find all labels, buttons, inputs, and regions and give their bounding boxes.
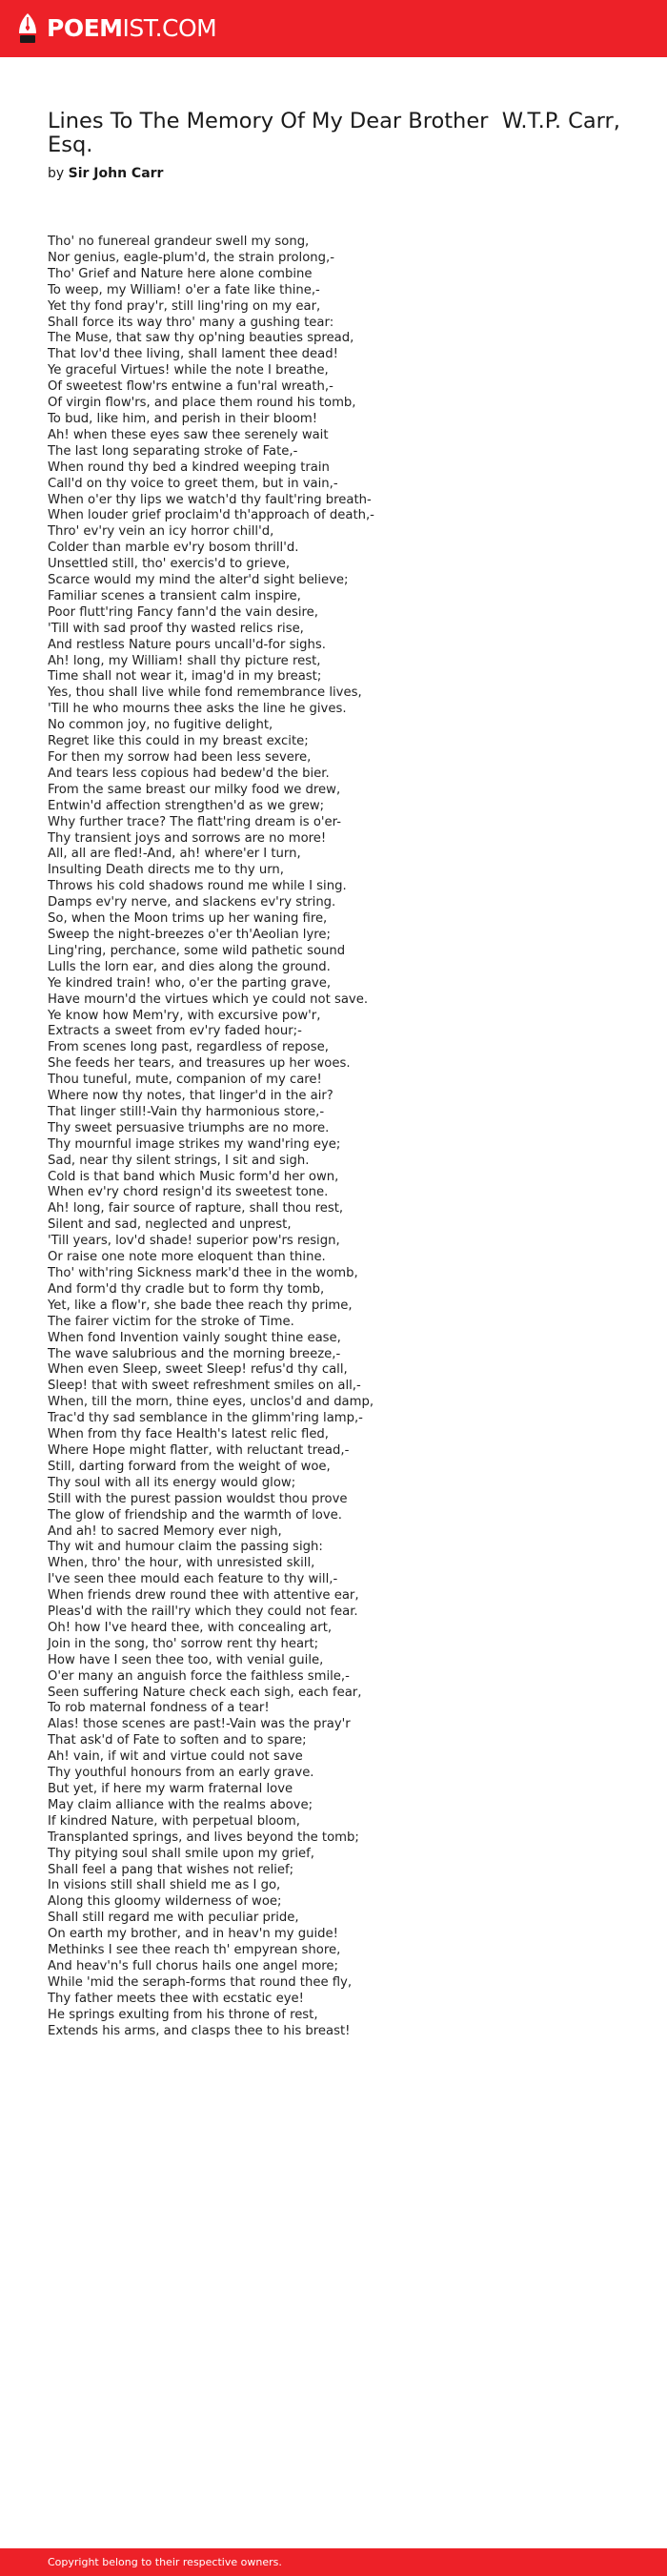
poem-line: When o'er thy lips we watch'd thy fault'ring breath- <box>48 492 372 507</box>
quill-pen-icon <box>17 12 38 44</box>
byline <box>48 165 163 182</box>
poem-line: Thy soul with all its energy would glow; <box>48 1475 296 1490</box>
poem-line: He springs exulting from his throne of rest, <box>48 2007 318 2022</box>
site-logo-text <box>47 13 216 44</box>
poem-line: Ye know how Mem'ry, with excursive pow'r, <box>48 1008 321 1023</box>
poem-line: Sweep the night-breezes o'er th'Aeolian lyre; <box>48 927 331 942</box>
poem-line: Where now thy notes, that linger'd in the air? <box>48 1089 334 1104</box>
poem-line: Seen suffering Nature check each sigh, each fear, <box>48 1685 362 1700</box>
poem-line: She feeds her tears, and treasures up her woes. <box>48 1056 351 1072</box>
poem-line: Trac'd thy sad semblance in the glimm'ring lamp,- <box>48 1411 363 1426</box>
copyright-text: Copyright belong to their respective owners. <box>48 2556 282 2568</box>
poem-line: Why further trace? The flatt'ring dream is o'er- <box>48 814 341 829</box>
poem-line: All, all are fled!-And, ah! where'er I turn, <box>48 847 301 862</box>
poem-line: Yet, like a flow'r, she bade thee reach thy prime, <box>48 1298 353 1313</box>
poem-line: That linger still!-Vain thy harmonious store,- <box>48 1104 325 1119</box>
poem-line: From the same breast our milky food we drew, <box>48 782 341 797</box>
poem-line: Thy pitying soul shall smile upon my grief, <box>48 1846 314 1861</box>
poem-line: Yet thy fond pray'r, still ling'ring on my ear, <box>48 298 321 314</box>
poem-line: Call'd on thy voice to greet them, but in vain,- <box>48 476 338 491</box>
footer-bar <box>0 2548 667 2576</box>
poem-line: And heav'n's full chorus hails one angel more; <box>48 1958 338 1973</box>
poem-line: Ah! long, fair source of rapture, shall thou rest, <box>48 1201 344 1216</box>
site-logo[interactable] <box>17 12 216 44</box>
poem-line: Scarce would my mind the alter'd sight believe; <box>48 573 349 588</box>
poem-line: Poor flutt'ring Fancy fann'd the vain desire, <box>48 604 318 620</box>
poem-line: Cold is that band which Music form'd her own, <box>48 1169 339 1184</box>
poem-line: When round thy bed a kindred weeping train <box>48 460 330 475</box>
poem-line: Ye graceful Virtues! while the note I breathe, <box>48 363 329 378</box>
poem-line: While 'mid the seraph-forms that round thee fly, <box>48 1974 353 1990</box>
poem-line: Insulting Death directs me to thy urn, <box>48 863 284 878</box>
poem-line: To weep, my William! o'er a fate like thine,- <box>48 282 320 297</box>
poem-line: 'Till years, lov'd shade! superior pow'rs resign, <box>48 1234 340 1249</box>
poem-line: That ask'd of Fate to soften and to spare; <box>48 1733 307 1748</box>
poem-line: Along this gloomy wilderness of woe; <box>48 1894 282 1910</box>
poem-line: To rob maternal fondness of a tear! <box>48 1701 270 1716</box>
poem-line: Entwin'd affection strengthen'd as we grew; <box>48 798 325 813</box>
poem-line: Nor genius, eagle-plum'd, the strain prolong,- <box>48 250 334 265</box>
poem-line: Ah! long, my William! shall thy picture rest, <box>48 653 321 668</box>
poem-line: Lulls the lorn ear, and dies along the ground. <box>48 959 331 974</box>
poem-line: In visions still shall shield me as I go, <box>48 1878 281 1893</box>
poem-line: 'Till with sad proof thy wasted relics rise, <box>48 621 304 636</box>
poem-line: Thy wit and humour claim the passing sigh: <box>48 1540 323 1555</box>
poem-line: When ev'ry chord resign'd its sweetest tone. <box>48 1185 329 1200</box>
poem-line: When fond Invention vainly sought thine ease, <box>48 1330 341 1345</box>
poem-line: Of virgin flow'rs, and place them round his tomb, <box>48 396 356 411</box>
poem-line: And ah! to sacred Memory ever nigh, <box>48 1523 282 1539</box>
poem-line: Thy youthful honours from an early grave. <box>48 1766 314 1781</box>
poem-line: Methinks I see thee reach th' empyrean shore, <box>48 1943 341 1958</box>
poem-line: Join in the song, tho' sorrow rent thy heart; <box>48 1636 319 1651</box>
poem-line: Pleas'd with the raill'ry which they could not fear. <box>48 1605 358 1620</box>
poem-line: From scenes long past, regardless of repose, <box>48 1040 329 1055</box>
poem-line: When even Sleep, sweet Sleep! refus'd thy call, <box>48 1362 348 1378</box>
poem-line: When louder grief proclaim'd th'approach of death,- <box>48 508 374 523</box>
poem-line: Still, darting forward from the weight of woe, <box>48 1459 331 1474</box>
poem-body <box>48 235 619 2040</box>
author-link[interactable]: Sir John Carr <box>68 166 164 181</box>
poem-line: Regret like this could in my breast excite; <box>48 734 309 749</box>
poem-line: Have mourn'd the virtues which ye could not save. <box>48 992 369 1007</box>
poem-line: The glow of friendship and the warmth of love. <box>48 1507 342 1523</box>
poem-line: Time shall not wear it, imag'd in my breast; <box>48 669 322 685</box>
poem-line: Thy transient joys and sorrows are no more! <box>48 830 327 846</box>
poem-line: The last long separating stroke of Fate,- <box>48 443 298 459</box>
poem-line: But yet, if here my warm fraternal love <box>48 1782 293 1796</box>
poem-line: Thy mournful image strikes my wand'ring eye; <box>48 1136 341 1152</box>
poem-line: Tho' Grief and Nature here alone combine <box>48 266 313 281</box>
poem-line: Oh! how I've heard thee, with concealing art, <box>48 1620 333 1635</box>
poem-line: How have I seen thee too, with venial guile, <box>48 1652 324 1667</box>
byline-prefix: by <box>48 166 65 181</box>
poem-line: Familiar scenes a transient calm inspire, <box>48 588 301 603</box>
poem-line: Thou tuneful, mute, companion of my care! <box>48 1073 322 1088</box>
poem-line: O'er many an anguish force the faithless smile,- <box>48 1668 350 1684</box>
logo-text-bold: POEM <box>47 13 123 42</box>
poem-line: If kindred Nature, with perpetual bloom, <box>48 1813 300 1829</box>
poem-line: Colder than marble ev'ry bosom thrill'd. <box>48 541 299 556</box>
poem-line: When, thro' the hour, with unresisted skill, <box>48 1556 315 1571</box>
poem-title: Lines To The Memory Of My Dear Brother W.T.P. Carr, Esq. <box>48 109 628 157</box>
poem-line: Thro' ev'ry vein an icy horror chill'd, <box>48 524 274 540</box>
poem-line: To bud, like him, and perish in their bloom! <box>48 411 318 426</box>
poem-line: 'Till he who mourns thee asks the line he gives. <box>48 702 347 717</box>
poem-line: And tears less copious had bedew'd the bier. <box>48 766 330 781</box>
poem-line: And restless Nature pours uncall'd-for sighs. <box>48 637 326 652</box>
poem-line: Transplanted springs, and lives beyond the tomb; <box>48 1830 359 1845</box>
poem-line: Of sweetest flow'rs entwine a fun'ral wreath,- <box>48 379 334 395</box>
poem-line: Shall feel a pang that wishes not relief; <box>48 1862 294 1877</box>
poem-line: Shall still regard me with peculiar pride, <box>48 1911 299 1926</box>
poem-line: When, till the morn, thine eyes, unclos'd and damp, <box>48 1395 374 1410</box>
poem-line: Yes, thou shall live while fond remembrance lives, <box>48 685 362 701</box>
poem-line: Extends his arms, and clasps thee to his breast! <box>48 2023 351 2038</box>
logo-text-light: IST.COM <box>122 13 217 42</box>
poem-line: So, when the Moon trims up her waning fire, <box>48 911 328 927</box>
poem-line: For then my sorrow had been less severe, <box>48 750 312 765</box>
poem-line: Silent and sad, neglected and unprest, <box>48 1217 292 1233</box>
poem-line: The fairer victim for the stroke of Time. <box>48 1314 294 1329</box>
poem-line: And form'd thy cradle but to form thy tomb, <box>48 1281 325 1297</box>
poem-line: When friends drew round thee with attentive ear, <box>48 1588 359 1604</box>
poem-line: Or raise one note more eloquent than thine. <box>48 1250 326 1265</box>
poem-line: Alas! those scenes are past!-Vain was the pray'r <box>48 1717 351 1732</box>
poem-line: Ah! vain, if wit and virtue could not save <box>48 1749 303 1765</box>
poem-line: Where Hope might flatter, with reluctant tread,- <box>48 1442 350 1458</box>
poem-line: Shall force its way thro' many a gushing tear: <box>48 315 334 330</box>
top-bar <box>0 0 667 57</box>
poem-line: That lov'd thee living, shall lament thee dead! <box>48 347 338 362</box>
poem-line: Still with the purest passion wouldst thou prove <box>48 1491 348 1506</box>
poem-line: I've seen thee mould each feature to thy will,- <box>48 1572 338 1587</box>
poem-line: Damps ev'ry nerve, and slackens ev'ry string. <box>48 895 336 910</box>
poem-line: Extracts a sweet from ev'ry faded hour;- <box>48 1024 302 1039</box>
poem-line: Tho' no funereal grandeur swell my song, <box>48 235 310 249</box>
poem-line: Ye kindred train! who, o'er the parting grave, <box>48 975 332 991</box>
poem-line: No common joy, no fugitive delight, <box>48 718 273 733</box>
poem-line: The wave salubrious and the morning breeze,- <box>48 1346 341 1361</box>
poem-line: The Muse, that saw thy op'ning beauties spread, <box>48 331 354 346</box>
poem-line: Thy father meets thee with ecstatic eye! <box>48 1991 304 2006</box>
poem-line: Ling'ring, perchance, some wild pathetic sound <box>48 943 346 958</box>
poem-line: Tho' with'ring Sickness mark'd thee in the womb, <box>48 1266 358 1280</box>
poem-line: Throws his cold shadows round me while I sing. <box>48 879 347 894</box>
poem-line: Sleep! that with sweet refreshment smiles on all,- <box>48 1379 361 1394</box>
poem-line: Unsettled still, tho' exercis'd to grieve, <box>48 557 291 572</box>
poem-line: May claim alliance with the realms above; <box>48 1797 313 1812</box>
poem-line: When from thy face Health's latest relic fled, <box>48 1427 329 1442</box>
poem-line: Thy sweet persuasive triumphs are no more. <box>48 1120 330 1135</box>
poem-line: Sad, near thy silent strings, I sit and sigh. <box>48 1153 310 1168</box>
poem-line: On earth my brother, and in heav'n my guide! <box>48 1927 338 1942</box>
poem-line: Ah! when these eyes saw thee serenely wait <box>48 427 329 442</box>
